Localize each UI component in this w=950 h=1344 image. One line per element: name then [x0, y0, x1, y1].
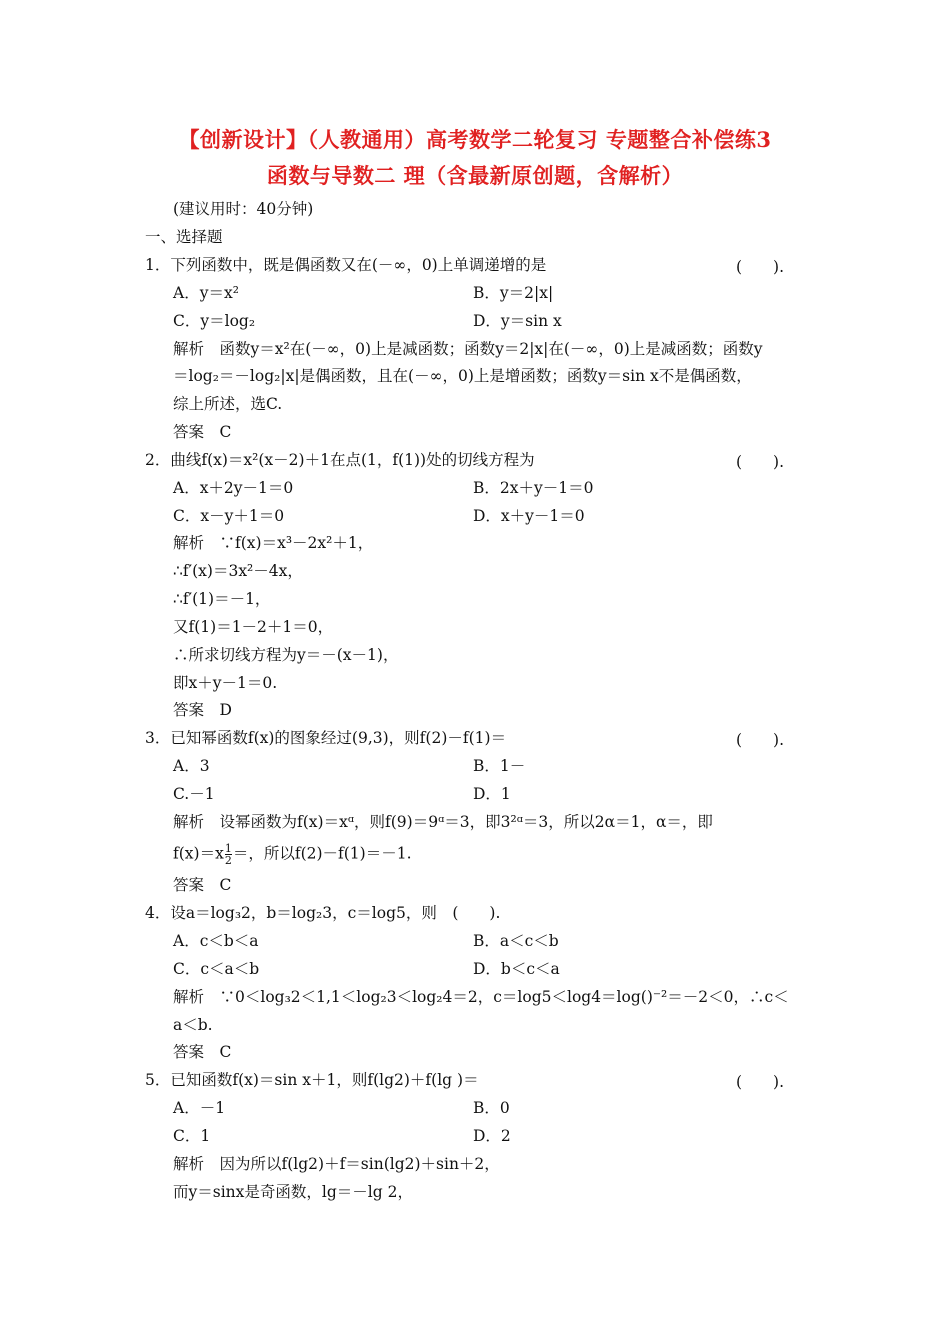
- q3-answer: 答案 C: [173, 876, 232, 894]
- q5-option-c: C．1: [173, 1127, 211, 1145]
- q2-analysis-step3: ∴f′(1)＝－1，: [173, 590, 271, 608]
- q2-answer: 答案 D: [173, 701, 232, 719]
- q2-analysis-step2: ∴f′(x)＝3x²－4x，: [173, 562, 303, 580]
- q5-answer-paren: ( ).: [736, 1073, 785, 1091]
- q5-analysis-step1: 解析 因为所以f(lg2)＋f＝sin(lg2)＋sin＋2，: [173, 1155, 500, 1173]
- q3-analysis-line2-post: ＝，所以f(2)－f(1)＝－1.: [232, 844, 412, 863]
- q3-option-d: D．1: [473, 785, 511, 803]
- q1-answer-paren: ( ).: [736, 258, 785, 276]
- q3-analysis-line2-pre: f(x)＝x: [173, 844, 224, 863]
- document-title-line2: 函数与导数二 理（含最新原创题，含解析）: [266, 163, 684, 188]
- fraction-numerator: 1: [224, 842, 232, 855]
- q3-analysis-line1: 解析 设幂函数为f(x)＝xᵅ，则f(9)＝9ᵅ＝3，即3²ᵅ＝3，所以2α＝1，α＝，即: [173, 813, 713, 831]
- q4-option-c: C．c＜a＜b: [173, 960, 260, 978]
- q4-option-d: D．b＜c＜a: [473, 960, 560, 978]
- q4-answer: 答案 C: [173, 1043, 232, 1061]
- q4-option-a: A．c＜b＜a: [173, 932, 259, 950]
- q1-answer: 答案 C: [173, 423, 232, 441]
- q2-stem: 2．曲线f(x)＝x²(x－2)＋1在点(1，f(1))处的切线方程为: [145, 451, 535, 469]
- section-heading: 一、选择题: [145, 228, 223, 246]
- q2-analysis-step6: 即x＋y－1＝0.: [173, 674, 278, 692]
- q1-option-a: A．y＝x²: [173, 284, 239, 302]
- q3-option-b: B．1－: [473, 757, 526, 775]
- document-title-line1: 【创新设计】（人教通用）高考数学二轮复习 专题整合补偿练3: [178, 127, 772, 152]
- q1-analysis-line2: ＝log₂＝－log₂|x|是偶函数，且在(－∞，0)上是增函数；函数y＝sin x不是偶函数，: [173, 367, 752, 385]
- q2-option-c: C．x－y＋1＝0: [173, 507, 285, 525]
- q3-stem: 3．已知幂函数f(x)的图象经过(9,3)，则f(2)－f(1)＝: [145, 729, 507, 747]
- fraction-denominator: 2: [224, 854, 232, 867]
- q2-analysis-step4: 又f(1)＝1－2＋1＝0，: [173, 618, 334, 636]
- time-hint: (建议用时：40分钟): [173, 200, 314, 218]
- q4-option-b: B．a＜c＜b: [473, 932, 559, 950]
- q2-option-b: B．2x＋y－1＝0: [473, 479, 594, 497]
- q4-analysis-line2: a＜b.: [173, 1016, 213, 1034]
- q3-answer-paren: ( ).: [736, 731, 785, 749]
- fraction: [225, 843, 232, 866]
- q1-stem: 1．下列函数中，既是偶函数又在(－∞，0)上单调递增的是: [145, 256, 547, 274]
- q3-option-c: C.－1: [173, 785, 215, 803]
- q2-analysis-step5: ∴所求切线方程为y＝－(x－1)，: [173, 646, 399, 664]
- q1-option-d: D．y＝sin x: [473, 312, 562, 330]
- q5-option-a: A．－1: [173, 1099, 226, 1117]
- q1-option-b: B．y＝2|x|: [473, 284, 554, 302]
- q1-analysis-line1: 解析 函数y＝x²在(－∞，0)上是减函数；函数y＝2|x|在(－∞，0)上是减函数；函数y: [173, 340, 763, 358]
- q5-option-b: B．0: [473, 1099, 510, 1117]
- q1-option-c: C．y＝log₂: [173, 312, 256, 330]
- q5-option-d: D．2: [473, 1127, 511, 1145]
- q2-option-a: A．x＋2y－1＝0: [173, 479, 294, 497]
- q2-option-d: D．x＋y－1＝0: [473, 507, 585, 525]
- q3-option-a: A．3: [173, 757, 210, 775]
- q3-analysis-line2: [173, 843, 412, 866]
- q2-answer-paren: ( ).: [736, 453, 785, 471]
- q5-stem: 5．已知函数f(x)＝sin x＋1，则f(lg2)＋f(lg )＝: [145, 1071, 479, 1089]
- q4-stem: 4．设a＝log₃2，b＝log₂3，c＝log5，则 ( ).: [145, 904, 501, 922]
- q2-analysis-step1: 解析 ∵f(x)＝x³－2x²＋1，: [173, 534, 374, 552]
- q4-analysis-line1: 解析 ∵0＜log₃2＜1,1＜log₂3＜log₂4＝2，c＝log5＜log4＝log()⁻²＝－2＜0，∴c＜: [173, 988, 789, 1006]
- q5-analysis-step2: 而y＝sinx是奇函数，lg＝－lg 2，: [173, 1183, 413, 1201]
- q1-analysis-line3: 综上所述，选C.: [173, 395, 283, 413]
